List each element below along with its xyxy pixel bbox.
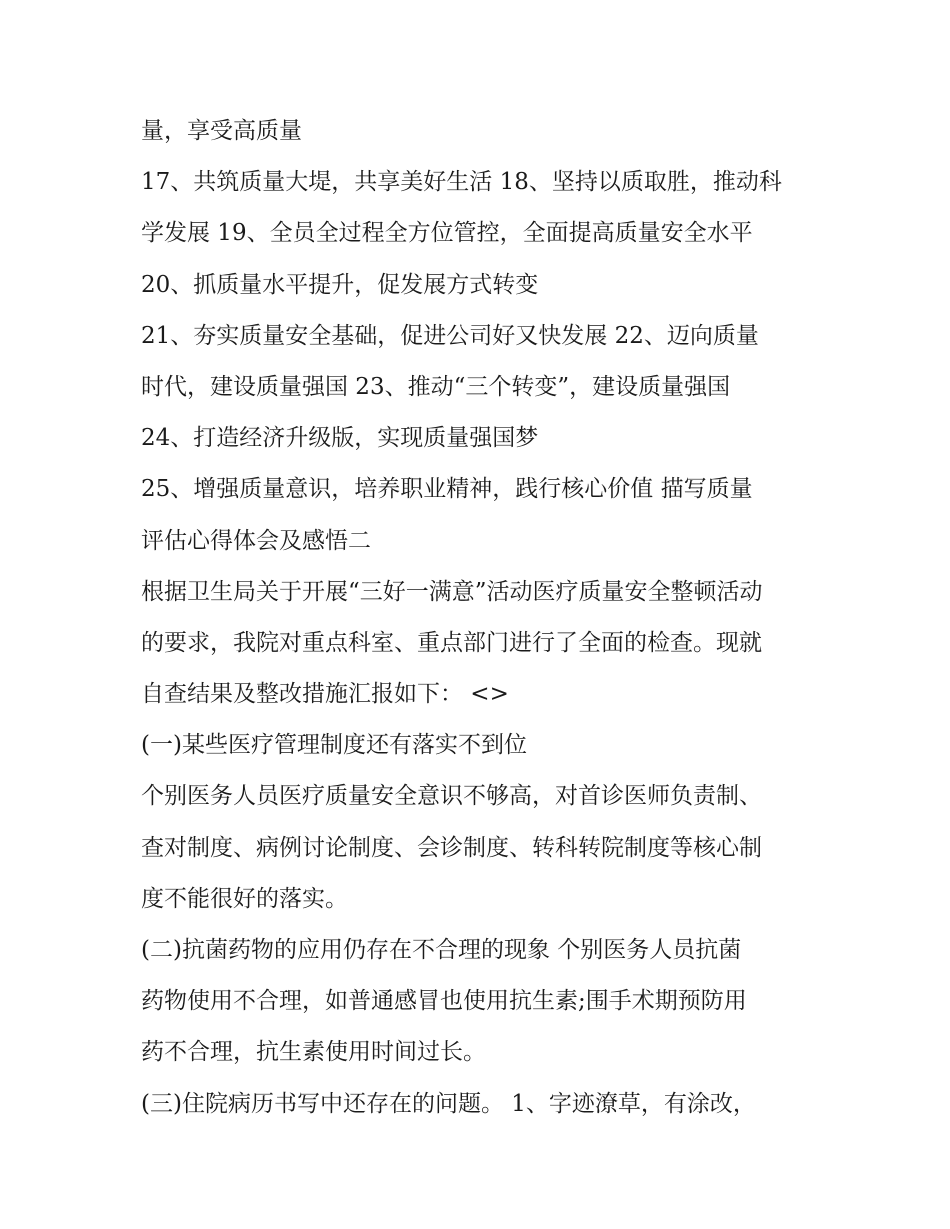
text-line: (二)抗菌药物的应用仍存在不合理的现象 个别医务人员抗菌 xyxy=(141,937,742,963)
text-line: 度不能很好的落实。 xyxy=(141,885,348,912)
text-line: 药不合理，抗生素使用时间过长。 xyxy=(141,1039,486,1066)
text-line: 自查结果及整改措施汇报如下： <> xyxy=(141,681,509,708)
text-line: 评估心得体会及感悟二 xyxy=(141,527,371,554)
text-line: 量，享受高质量 xyxy=(141,118,302,144)
text-line: 根据卫生局关于开展“三好一满意”活动医疗质量安全整顿活动 xyxy=(141,578,763,605)
document-body xyxy=(141,106,831,1130)
text-line: 21、夯实质量安全基础，促进公司好又快发展 22、迈向质量 xyxy=(141,322,759,349)
text-line: 药物使用不合理，如普通感冒也使用抗生素;围手术期预防用 xyxy=(141,988,747,1015)
text-line: 学发展 19、全员全过程全方位管控，全面提高质量安全水平 xyxy=(141,220,753,247)
text-line: 25、增强质量意识，培养职业精神，践行核心价值 描写质量 xyxy=(141,476,753,503)
text-line: 24、打造经济升级版，实现质量强国梦 xyxy=(141,425,539,452)
text-line: (三)住院病历书写中还存在的问题。 1、字迹潦草，有涂改， xyxy=(141,1090,756,1117)
text-line: (一)某些医疗管理制度还有落实不到位 xyxy=(141,732,527,759)
text-line: 的要求，我院对重点科室、重点部门进行了全面的检查。现就 xyxy=(141,629,762,656)
text-line: 查对制度、病例讨论制度、会诊制度、转科转院制度等核心制 xyxy=(141,834,762,861)
text-line: 17、共筑质量大堤，共享美好生活 18、坚持以质取胜，推动科 xyxy=(141,169,782,196)
text-line: 个别医务人员医疗质量安全意识不够高，对首诊医师负责制、 xyxy=(141,783,762,810)
text-line: 时代，建设质量强国 23、推动“三个转变”，建设质量强国 xyxy=(141,373,731,400)
text-line: 20、抓质量水平提升，促发展方式转变 xyxy=(141,271,539,298)
